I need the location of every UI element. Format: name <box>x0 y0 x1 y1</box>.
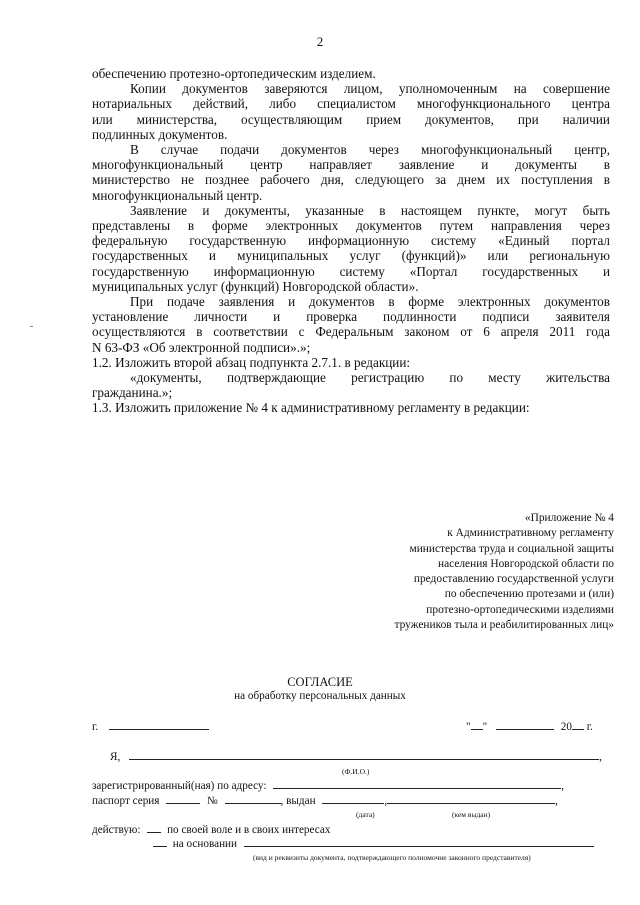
comma: , <box>555 795 558 807</box>
option-basis-checkbox[interactable] <box>153 835 167 847</box>
registered-label: зарегистрированный(ная) по адресу: <box>92 780 267 792</box>
paragraph-line: В случае подачи документов через многофункциональный центр, <box>130 142 610 158</box>
option-own-label: по своей воле и в своих интересах <box>167 824 331 836</box>
appendix-line: тружеников тыла и реабилитированных лиц» <box>394 619 614 632</box>
paragraph-line: муниципальных услуг (функций) Новгородской области». <box>92 278 419 294</box>
option-own-checkbox[interactable] <box>147 821 161 833</box>
issue-date-field[interactable] <box>322 792 384 804</box>
number-label: № <box>207 795 218 807</box>
option-basis-label: на основании <box>172 838 238 850</box>
appendix-line: протезно-ортопедическими изделиями <box>426 603 614 616</box>
passport-series-field[interactable] <box>166 792 200 804</box>
basis-caption: (вид и реквизиты документа, подтверждающего полномочие законного представителя) <box>253 853 531 862</box>
paragraph-line: При подаче заявления и документов в форме электронных документов <box>130 294 610 310</box>
address-row <box>92 777 564 792</box>
name-row <box>110 748 602 763</box>
page-number: 2 <box>316 34 324 49</box>
comma: , <box>599 751 602 763</box>
paragraph-continuation: обеспечению протезно-ортопедическим изделием. <box>92 66 376 81</box>
paragraph-copies <box>92 81 610 142</box>
paragraph-line: Копии документов заверяются лицом, уполномоченным на совершение <box>130 81 610 97</box>
appendix-line: населения Новгородской области по <box>437 557 614 570</box>
paragraph-line: осуществляются в соответствии с Федеральным законом от 6 апреля 2011 года <box>92 324 610 340</box>
paragraph-mfc <box>92 142 610 203</box>
margin-mark <box>30 326 33 327</box>
fio-caption: (Ф.И.О.) <box>342 767 370 776</box>
item-1-2: 1.2. Изложить второй абзац подпункта 2.7.1. в редакции: <box>92 354 411 370</box>
quote-mark: " <box>482 721 488 733</box>
address-field[interactable] <box>273 777 561 789</box>
appendix-line: министерства труда и социальной защиты <box>409 542 614 555</box>
paragraph-line: подлинных документов. <box>92 126 228 142</box>
year-field[interactable] <box>572 718 584 730</box>
paragraph-electronic <box>92 203 610 294</box>
form-title: СОГЛАСИЕ <box>287 675 353 689</box>
quote-mark: " <box>466 721 471 733</box>
paragraph-line: Заявление и документы, указанные в настоящем пункте, могут быть <box>130 202 610 218</box>
paragraph-line: министерство не позднее рабочего дня, следующего за днем их поступления в <box>92 172 610 188</box>
city-row <box>92 718 209 733</box>
paragraph-line: государственных и муниципальных услуг (функций)» или региональную <box>92 248 610 264</box>
fio-field[interactable] <box>129 748 599 760</box>
appendix-header <box>294 511 614 633</box>
paragraph-line: многофункциональный центр направляет заявление и документы в <box>92 157 610 173</box>
form-subtitle: на обработку персональных данных <box>234 690 406 702</box>
date-caption: (дата) <box>356 810 375 819</box>
paragraph-line: установление личности и проверка подлинности подписи заявителя <box>92 309 610 325</box>
appendix-line: «Приложение № 4 <box>524 512 614 524</box>
day-field[interactable] <box>471 718 483 730</box>
item-1-3: 1.3. Изложить приложение № 4 к административному регламенту в редакции: <box>92 400 530 416</box>
acting-row <box>92 821 330 836</box>
city-prefix: г. <box>92 721 99 733</box>
quote-line: «документы, подтверждающие регистрацию по месту жительства <box>130 370 610 386</box>
passport-row <box>92 792 558 807</box>
paragraph-line: федеральную государственную информационную систему «Единый портал <box>92 233 610 249</box>
date-row <box>466 718 593 733</box>
year-suffix: г. <box>586 721 593 733</box>
year-prefix: 20 <box>560 721 572 733</box>
issuer-caption: (кем выдан) <box>452 810 491 819</box>
paragraph-line: N 63-ФЗ «Об электронной подписи».»; <box>92 339 311 355</box>
paragraph-line: государственную информационную систему «Портал государственных и <box>92 263 610 279</box>
basis-row <box>153 835 594 850</box>
issuer-field[interactable] <box>387 792 555 804</box>
basis-field[interactable] <box>244 835 594 847</box>
comma: , <box>384 795 388 807</box>
appendix-line: предоставлению государственной услуги <box>413 573 614 586</box>
paragraph-line: многофункциональный центр. <box>92 187 263 203</box>
issued-label: , выдан <box>280 795 316 807</box>
paragraph-line: нотариальных действий, либо специалистом многофункционального центра <box>92 96 610 112</box>
ya-label: Я, <box>110 751 121 763</box>
appendix-line: по обеспечению протезами и (или) <box>444 588 614 601</box>
paragraph-signature <box>92 294 610 355</box>
acting-label: действую: <box>92 824 141 836</box>
appendix-line: к Административному регламенту <box>447 527 614 540</box>
city-field[interactable] <box>109 718 209 730</box>
passport-label: паспорт серия <box>92 795 160 807</box>
comma: , <box>561 780 565 792</box>
body-text <box>92 66 610 416</box>
passport-number-field[interactable] <box>225 792 281 804</box>
paragraph-line: представлены в форме электронных документов путем направления через <box>92 218 610 234</box>
month-field[interactable] <box>496 718 554 730</box>
quote-line: гражданина.»; <box>92 385 173 401</box>
paragraph-line: или министерства, осуществляющим прием документов, при наличии <box>92 111 610 127</box>
